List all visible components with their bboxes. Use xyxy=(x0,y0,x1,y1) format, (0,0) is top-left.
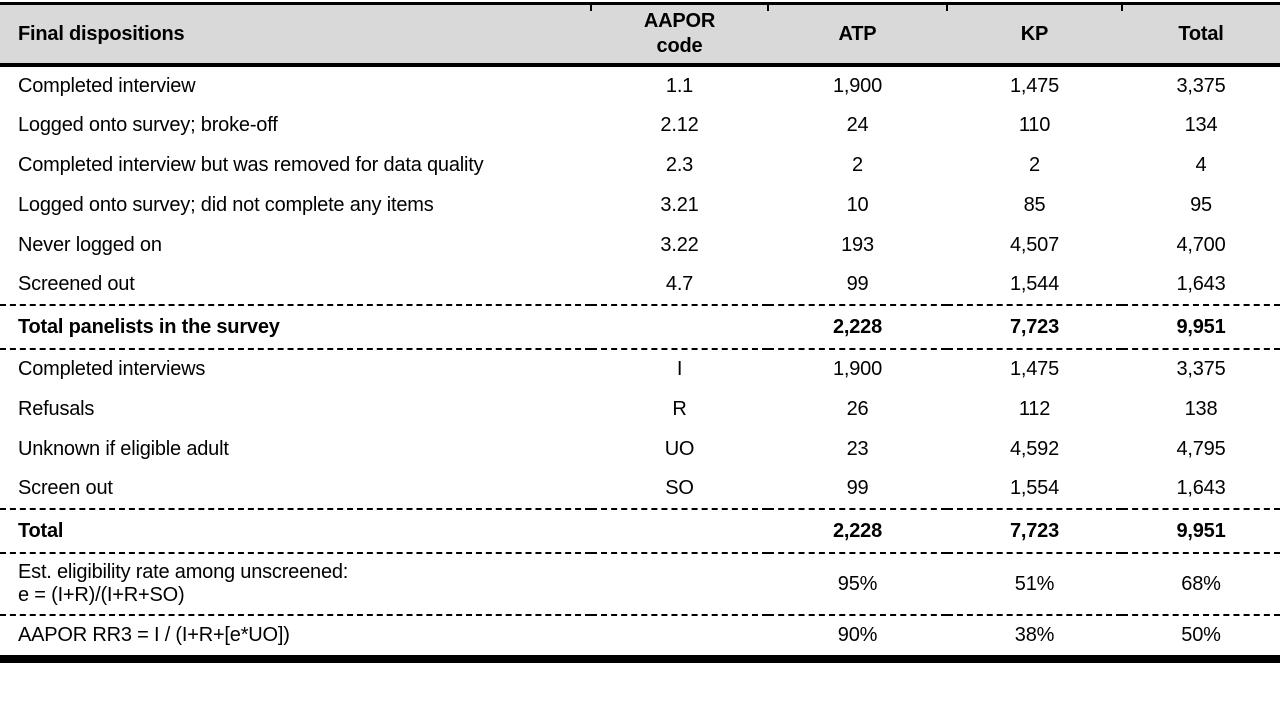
table-row xyxy=(0,145,1280,185)
table-row xyxy=(0,349,1280,389)
row-label: Completed interview but was removed for data quality xyxy=(18,153,484,176)
cell-label xyxy=(0,65,591,105)
cell-kp: 1,544 xyxy=(1009,273,1060,295)
row-label: Total xyxy=(18,519,64,542)
cell-total: 4 xyxy=(1195,153,1207,176)
table-row xyxy=(0,185,1280,225)
row-label: Screened out xyxy=(18,273,135,295)
cell-atp: 193 xyxy=(841,233,874,256)
cell-total: 4,700 xyxy=(1176,233,1226,256)
cell-code: 3.21 xyxy=(660,193,699,216)
cell-label xyxy=(0,265,591,305)
table-row xyxy=(0,105,1280,145)
cell-code xyxy=(591,615,768,659)
cell-label xyxy=(0,145,591,185)
final-dispositions-table xyxy=(0,2,1280,663)
cell-total: 3,375 xyxy=(1176,358,1226,380)
cell-atp: 24 xyxy=(846,113,869,136)
header-row xyxy=(0,4,1280,66)
cell-kp: 2 xyxy=(1029,153,1040,176)
cell-kp: 1,554 xyxy=(1009,477,1060,499)
cell-atp: 2,228 xyxy=(768,305,947,349)
cell-atp: 90% xyxy=(768,615,947,659)
cell-kp: 38% xyxy=(947,615,1122,659)
cell-code: R xyxy=(672,397,687,420)
column-header-aapor-code-label: AAPOR code xyxy=(643,10,716,57)
table-header xyxy=(0,4,1280,66)
row-label: Total panelists in the survey xyxy=(18,315,280,338)
cell-atp: 2 xyxy=(852,153,863,176)
cell-label xyxy=(0,225,591,265)
cell-kp: 4,592 xyxy=(1009,437,1060,460)
cell-label xyxy=(0,509,591,553)
column-header-final-dispositions: Final dispositions xyxy=(0,4,591,66)
cell-kp: 110 xyxy=(1018,113,1051,136)
cell-atp: 23 xyxy=(846,437,869,460)
cell-code: I xyxy=(676,358,683,380)
cell-label xyxy=(0,553,591,615)
cell-kp: 1,475 xyxy=(1009,74,1060,97)
cell-code: 2.3 xyxy=(665,153,694,176)
cell-label xyxy=(0,429,591,469)
cell-total: 4,795 xyxy=(1176,437,1226,460)
cell-kp: 51% xyxy=(947,553,1122,615)
cell-kp: 85 xyxy=(1023,193,1046,216)
cell-atp: 26 xyxy=(846,397,869,420)
row-label: Refusals xyxy=(18,397,95,420)
table-body xyxy=(0,65,1280,659)
cell-kp: 4,507 xyxy=(1009,233,1060,256)
cell-code: SO xyxy=(665,477,694,499)
cell-kp: 1,475 xyxy=(1009,358,1060,380)
row-label: Completed interview xyxy=(18,74,196,97)
row-label: AAPOR RR3 = I / (I+R+[e*UO]) xyxy=(18,624,290,646)
table-row xyxy=(0,509,1280,553)
cell-atp: 1,900 xyxy=(832,74,883,97)
cell-atp: 99 xyxy=(846,477,869,499)
cell-code: 4.7 xyxy=(665,273,694,295)
row-label: Completed interviews xyxy=(18,358,206,380)
cell-code xyxy=(591,553,768,615)
cell-label xyxy=(0,349,591,389)
cell-code xyxy=(591,305,768,349)
cell-total: 50% xyxy=(1122,615,1280,659)
cell-total: 138 xyxy=(1184,397,1218,420)
cell-total: 1,643 xyxy=(1176,273,1226,295)
table-row xyxy=(0,265,1280,305)
table-row xyxy=(0,429,1280,469)
table-row xyxy=(0,65,1280,105)
row-label: Screen out xyxy=(18,477,113,499)
cell-label xyxy=(0,389,591,429)
cell-kp: 7,723 xyxy=(947,305,1122,349)
cell-code: 3.22 xyxy=(660,233,699,256)
table-row xyxy=(0,469,1280,509)
cell-atp: 99 xyxy=(846,273,869,295)
column-header-total: Total xyxy=(1122,4,1280,66)
cell-kp: 112 xyxy=(1018,397,1051,420)
cell-kp: 7,723 xyxy=(947,509,1122,553)
cell-code xyxy=(591,509,768,553)
cell-label xyxy=(0,469,591,509)
row-label: Logged onto survey; did not complete any items xyxy=(18,193,434,216)
table-row xyxy=(0,553,1280,615)
column-header-aapor-code xyxy=(591,4,768,66)
table-row xyxy=(0,225,1280,265)
cell-atp: 95% xyxy=(768,553,947,615)
table-row xyxy=(0,305,1280,349)
column-header-kp: KP xyxy=(947,4,1122,66)
cell-label xyxy=(0,185,591,225)
row-label: Never logged on xyxy=(18,233,162,256)
cell-label xyxy=(0,305,591,349)
cell-total: 134 xyxy=(1184,113,1218,136)
cell-atp: 10 xyxy=(846,193,869,216)
cell-label xyxy=(0,105,591,145)
table-row xyxy=(0,389,1280,429)
cell-code: UO xyxy=(664,437,695,460)
cell-label xyxy=(0,615,591,659)
column-header-atp: ATP xyxy=(768,4,947,66)
row-label: Logged onto survey; broke-off xyxy=(18,113,278,136)
row-label: Unknown if eligible adult xyxy=(18,437,229,460)
cell-atp: 2,228 xyxy=(768,509,947,553)
cell-atp: 1,900 xyxy=(832,358,883,380)
cell-code: 1.1 xyxy=(665,74,694,97)
cell-total: 1,643 xyxy=(1176,477,1226,499)
cell-total: 3,375 xyxy=(1176,74,1226,97)
cell-total: 9,951 xyxy=(1122,305,1280,349)
row-label: Est. eligibility rate among unscreened: xyxy=(18,561,349,583)
table-row xyxy=(0,615,1280,659)
cell-code: 2.12 xyxy=(660,113,699,136)
cell-total: 9,951 xyxy=(1122,509,1280,553)
row-label-line2: e = (I+R)/(I+R+SO) xyxy=(18,584,185,606)
cell-total: 95 xyxy=(1190,193,1212,216)
cell-total: 68% xyxy=(1122,553,1280,615)
